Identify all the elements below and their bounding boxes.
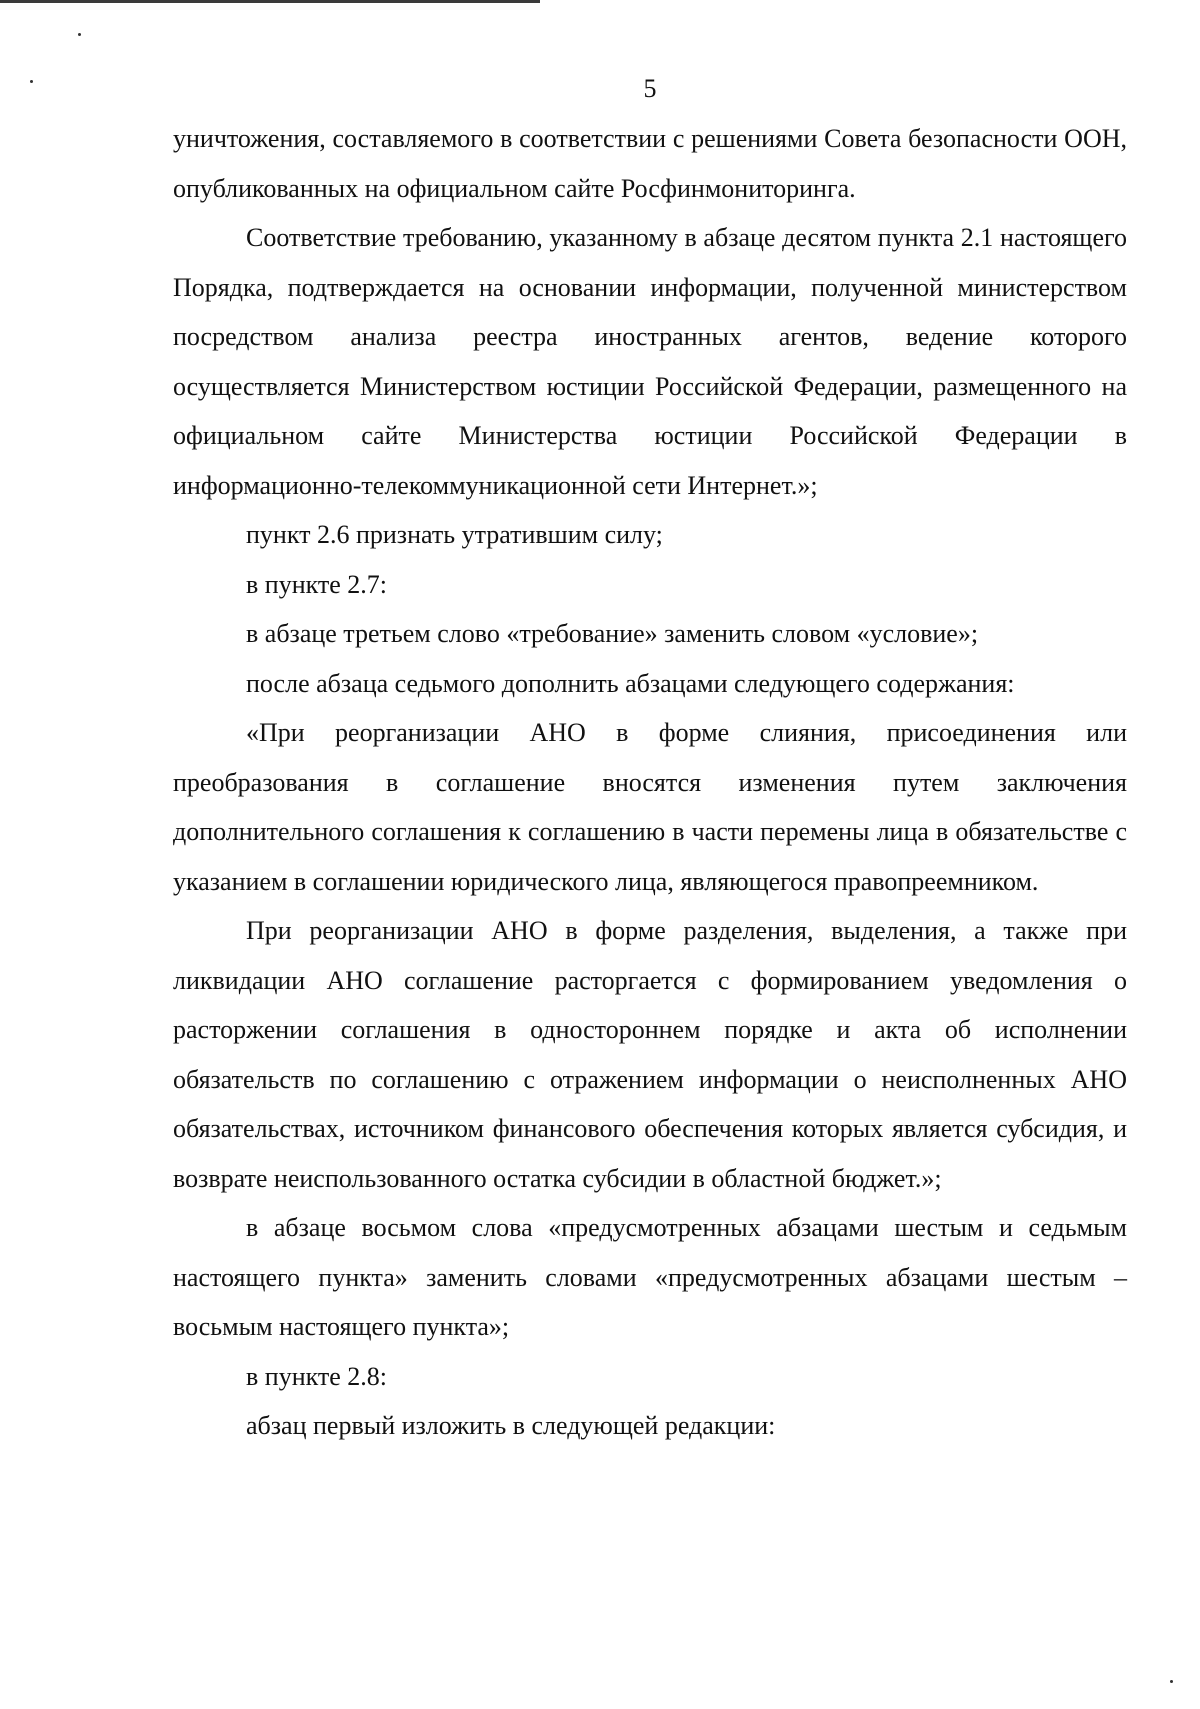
paragraph-11: абзац первый изложить в следующей редакции:: [246, 1411, 776, 1440]
document-page: [173, 64, 1127, 1451]
paragraph-6: после абзаца седьмого дополнить абзацами следующего содержания:: [246, 668, 1015, 698]
scan-speck: [1170, 1680, 1173, 1683]
scan-speck: [78, 33, 81, 36]
page-number: 5: [643, 74, 657, 103]
paragraph-7: «При реорганизации АНО в форме слияния, присоединения или преобразования в соглашение вносятся изменения путем заключения дополнительного соглашения к соглашению в части перемены лица в обязательстве с указанием в соглашении юридического лица, являющегося правопреемником.: [173, 718, 1127, 896]
paragraph-10: в пункте 2.8:: [246, 1361, 388, 1391]
paragraph-5: в абзаце третьем слово «требование» заменить словом «условие»;: [246, 619, 979, 648]
paragraph-3: пункт 2.6 признать утратившим силу;: [246, 520, 663, 549]
paragraph-9: в абзаце восьмом слова «предусмотренных абзацами шестым и седьмым настоящего пункта» заменить словами «предусмотренных абзацами шестым – восьмым настоящего пункта»;: [173, 1213, 1127, 1341]
paragraph-2: Соответствие требованию, указанному в абзаце десятом пункта 2.1 настоящего Порядка, подтверждается на основании информации, полученной министерством посредством анализа реестра иностранных агентов, ведение которого осуществляется Министерством юстиции Российской Федерации, размещенного на официальном сайте Министерства юстиции Российской Федерации в информационно-телекоммуникационной сети Интернет.»;: [173, 223, 1127, 500]
paragraph-8: При реорганизации АНО в форме разделения, выделения, а также при ликвидации АНО соглашение расторгается с формированием уведомления о расторжении соглашения в одностороннем порядке и акта об исполнении обязательств по соглашению с отражением информации о неисполненных АНО обязательствах, источником финансового обеспечения которых является субсидия, и возврате неиспользованного остатка субсидии в областной бюджет.»;: [173, 916, 1127, 1193]
scan-top-edge-line: [0, 0, 540, 3]
scan-speck: [30, 80, 33, 83]
paragraph-4: в пункте 2.7:: [246, 569, 388, 599]
paragraph-1: уничтожения, составляемого в соответствии с решениями Совета безопасности ООН, опубликованных на официальном сайте Росфинмониторинга.: [173, 124, 1127, 203]
